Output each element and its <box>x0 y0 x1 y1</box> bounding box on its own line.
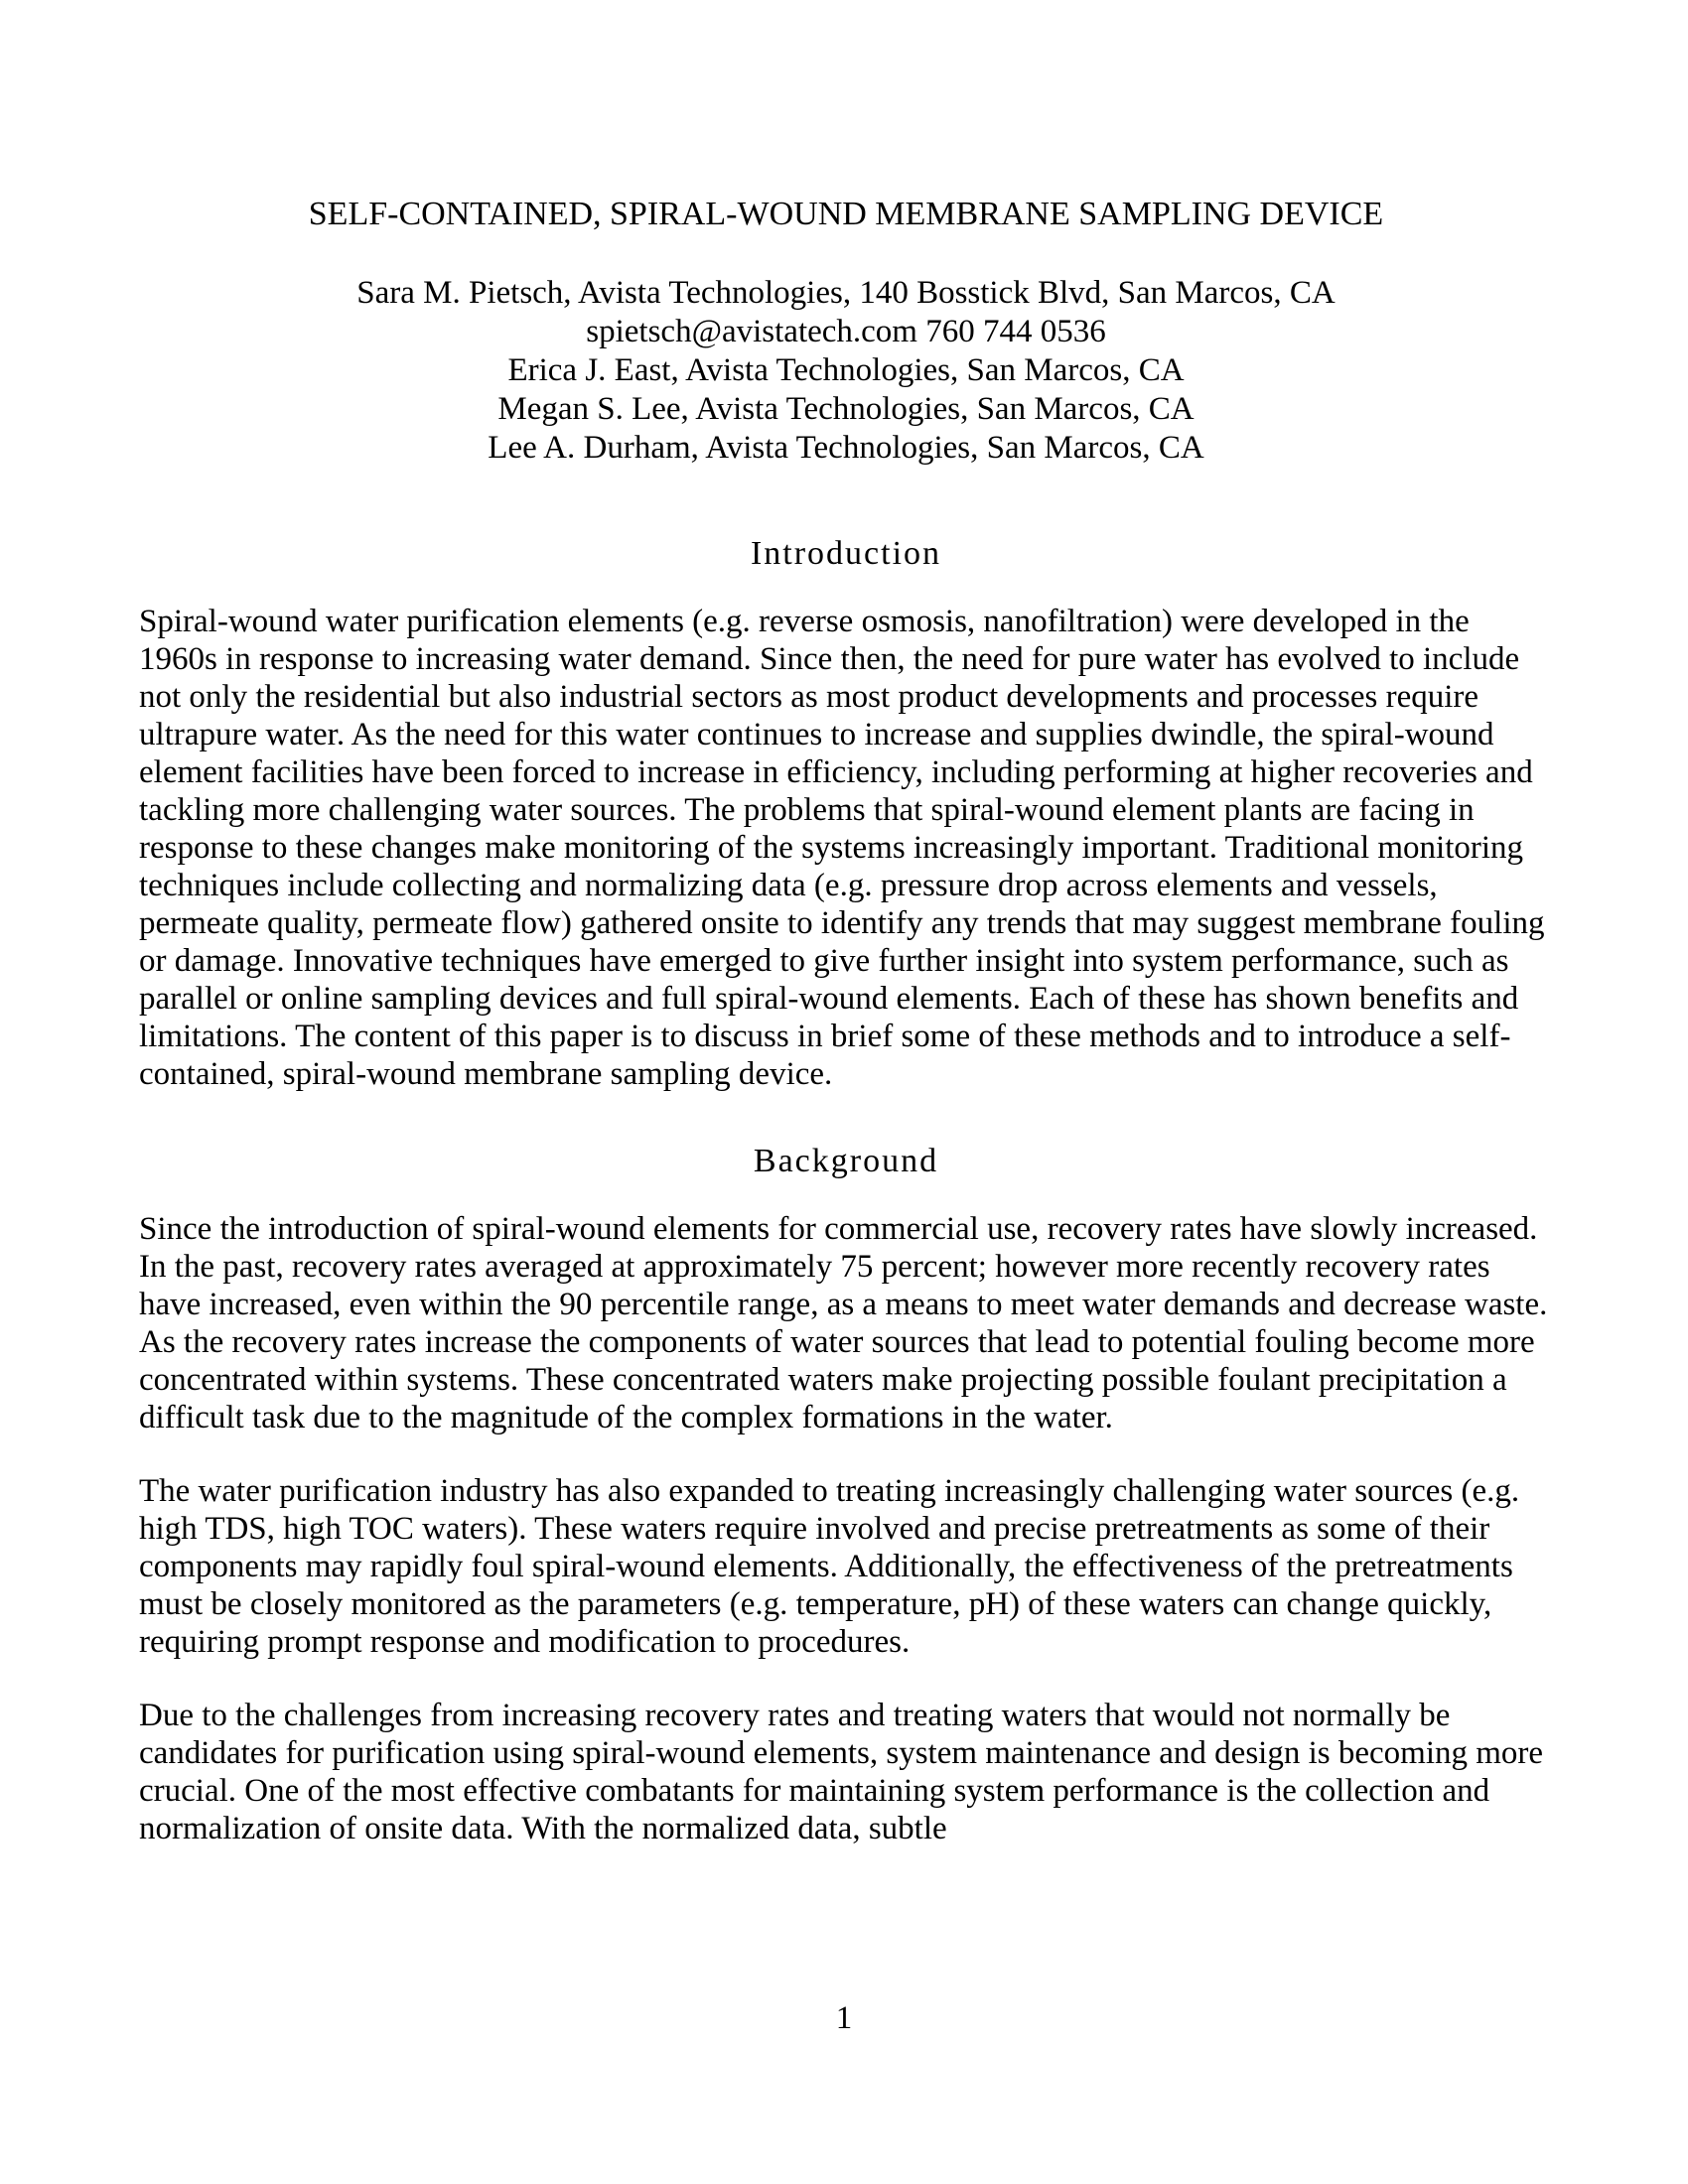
author-line: Lee A. Durham, Avista Technologies, San Marcos, CA <box>488 430 1204 466</box>
background-section <box>139 1141 1553 1847</box>
author-line: Erica J. East, Avista Technologies, San Marcos, CA <box>507 352 1185 388</box>
author-line: Megan S. Lee, Avista Technologies, San Marcos, CA <box>497 391 1195 427</box>
paragraph: Spiral-wound water purification elements (e.g. reverse osmosis, nanofiltration) were developed in the 1960s in response to increasing water demand. Since then, the need for pure water has evolved to include not only the residential but also industrial sectors as most product developments and processes require ultrapure water. As the need for this water continues to increase and supplies dwindle, the spiral-wound element facilities have been forced to increase in efficiency, including performing at higher recoveries and tackling more challenging water sources. The problems that spiral-wound element plants are facing in response to these changes make monitoring of the systems increasingly important. Traditional monitoring techniques include collecting and normalizing data (e.g. pressure drop across elements and vessels, permeate quality, permeate flow) gathered onsite to identify any trends that may suggest membrane fouling or damage. Innovative techniques have emerged to give further insight into system performance, such as parallel or online sampling devices and full spiral-wound elements. Each of these has shown benefits and limitations. The content of this paper is to discuss in brief some of these methods and to introduce a self-contained, spiral-wound membrane sampling device. <box>139 604 1545 1092</box>
page-number: 1 <box>835 2000 853 2036</box>
paragraph: Due to the challenges from increasing recovery rates and treating waters that would not normally be candidates for purification using spiral-wound elements, system maintenance and design is becoming more crucial. One of the most effective combatants for maintaining system performance is the collection and normalization of onsite data. With the normalized data, subtle <box>139 1698 1544 1846</box>
author-line: Sara M. Pietsch, Avista Technologies, 140 Bosstick Blvd, San Marcos, CA <box>356 275 1336 311</box>
author-contact-line: spietsch@avistatech.com 760 744 0536 <box>586 314 1106 349</box>
section-heading-introduction: Introduction <box>750 535 942 572</box>
section-heading-background: Background <box>753 1143 939 1179</box>
introduction-section <box>139 533 1553 1093</box>
paragraph: Since the introduction of spiral-wound elements for commercial use, recovery rates have slowly increased. In the past, recovery rates averaged at approximately 75 percent; however more recently recovery rates have increased, even within the 90 percentile range, as a means to meet water demands and decrease waste. As the recovery rates increase the components of water sources that lead to potential fouling become more concentrated within systems. These concentrated waters make projecting possible foulant precipitation a difficult task due to the magnitude of the complex formations in the water. <box>139 1211 1548 1435</box>
paper-title: SELF-CONTAINED, SPIRAL-WOUND MEMBRANE SAMPLING DEVICE <box>308 196 1384 232</box>
paragraph: The water purification industry has also expanded to treating increasingly challenging water sources (e.g. high TDS, high TOC waters). These waters require involved and precise pretreatments as some of their components may rapidly foul spiral-wound elements. Additionally, the effectiveness of the pretreatments must be closely monitored as the parameters (e.g. temperature, pH) of these waters can change quickly, requiring prompt response and modification to procedures. <box>139 1473 1520 1660</box>
author-block <box>139 274 1553 468</box>
